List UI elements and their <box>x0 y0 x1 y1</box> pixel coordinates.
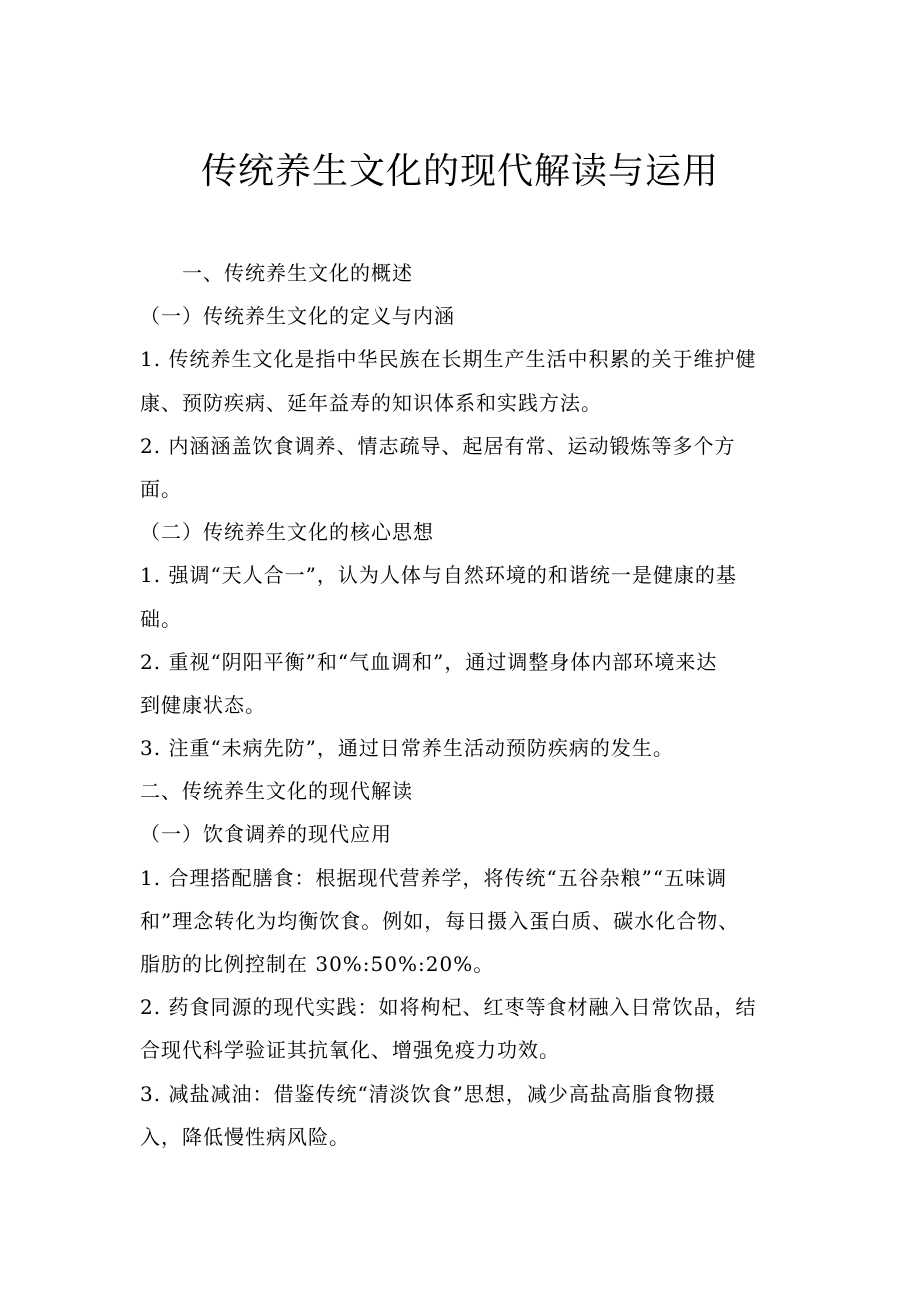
paragraph-line: 合现代科学验证其抗氧化、增强免疫力功效。 <box>140 1038 560 1063</box>
section-heading-2: 二、传统养生文化的现代解读 <box>140 779 413 804</box>
paragraph-line: 3. 减盐减油：借鉴传统“清淡饮食”思想，减少高盐高脂食物摄 <box>140 1081 716 1106</box>
paragraph-line: 康、预防疾病、延年益寿的知识体系和实践方法。 <box>140 390 602 415</box>
paragraph-line: 2. 药食同源的现代实践：如将枸杞、红枣等食材融入日常饮品，结 <box>140 995 757 1020</box>
document-body <box>140 252 780 1159</box>
paragraph-line: 到健康状态。 <box>140 692 266 717</box>
paragraph-line: 2. 重视“阴阳平衡”和“气血调和”，通过调整身体内部环境来达 <box>140 649 718 674</box>
subsection-heading-1-1: （一）传统养生文化的定义与内涵 <box>140 304 455 329</box>
subsection-heading-1-2: （二）传统养生文化的核心思想 <box>140 520 434 545</box>
section-heading-1: 一、传统养生文化的概述 <box>182 261 413 285</box>
subsection-heading-2-1: （一）饮食调养的现代应用 <box>140 822 392 847</box>
paragraph-line: 1. 合理搭配膳食：根据现代营养学，将传统“五谷杂粮”“五味调 <box>140 865 728 890</box>
paragraph-line: 入，降低慢性病风险。 <box>140 1124 350 1149</box>
paragraph-line: 2. 内涵涵盖饮食调养、情志疏导、起居有常、运动锻炼等多个方 <box>140 433 736 458</box>
paragraph-line: 脂肪的比例控制在 30%:50%:20%。 <box>140 952 495 976</box>
paragraph-line: 面。 <box>140 476 182 501</box>
paragraph-line: 1. 传统养生文化是指中华民族在长期生产生活中积累的关于维护健 <box>140 347 757 372</box>
paragraph-line: 3. 注重“未病先防”，通过日常养生活动预防疾病的发生。 <box>140 736 674 761</box>
paragraph-line: 础。 <box>140 606 182 631</box>
paragraph-line: 和”理念转化为均衡饮食。例如，每日摄入蛋白质、碳水化合物、 <box>140 908 740 933</box>
paragraph-line: 1. 强调“天人合一”，认为人体与自然环境的和谐统一是健康的基 <box>140 563 737 588</box>
document-title: 传统养生文化的现代解读与运用 <box>200 151 719 192</box>
